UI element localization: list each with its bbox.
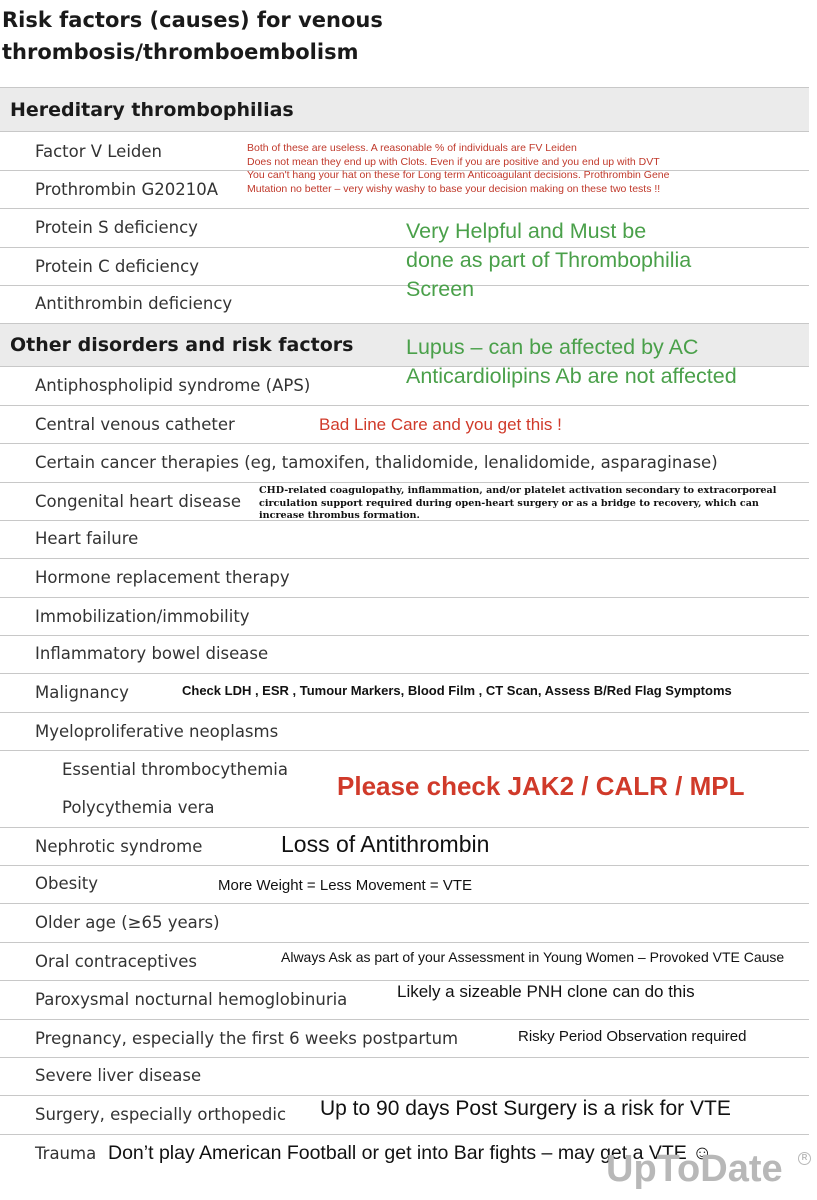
annotation-line: Anticardiolipins Ab are not affected xyxy=(406,364,737,388)
row-label: Protein C deficiency xyxy=(35,257,199,276)
row-label: Obesity xyxy=(35,874,99,893)
row-label: Paroxysmal nocturnal hemoglobinuria xyxy=(35,990,348,1009)
row-label: Myeloproliferative neoplasms xyxy=(35,722,279,741)
annotation-malignancy: Check LDH , ESR , Tumour Markers, Blood Film , CT Scan, Assess B/Red Flag Symptoms xyxy=(182,683,732,698)
row-label: Trauma xyxy=(35,1144,97,1163)
row-label: Hormone replacement therapy xyxy=(35,568,290,587)
table-row xyxy=(0,1058,809,1096)
table-row xyxy=(0,636,809,674)
row-label: Nephrotic syndrome xyxy=(35,837,203,856)
annotation-line: Both of these are useless. A reasonable % of individuals are FV Leiden xyxy=(247,142,577,154)
annotation-jak2: Please check JAK2 / CALR / MPL xyxy=(337,771,745,801)
annotation-fvl xyxy=(247,142,669,196)
section-header-hereditary xyxy=(0,88,809,132)
annotation-helpful xyxy=(406,217,691,304)
table-row xyxy=(0,904,809,943)
row-label: Factor V Leiden xyxy=(35,142,163,161)
row-label: Congenital heart disease xyxy=(35,492,242,511)
annotation-line: Screen xyxy=(406,277,475,301)
row-label: Oral contraceptives xyxy=(35,952,197,971)
annotation-trauma: Don’t play American Football or get into Bar fights – may get a VTE ☺ xyxy=(108,1142,713,1164)
title-line-2: thrombosis/thromboembolism xyxy=(2,40,359,64)
annotation-surgery: Up to 90 days Post Surgery is a risk for VTE xyxy=(320,1097,731,1120)
row-label: Prothrombin G20210A xyxy=(35,180,219,199)
annotation-line: circulation support required during open-heart surgery or as a bridge to recovery, which can xyxy=(259,497,759,509)
row-label: Heart failure xyxy=(35,529,139,548)
annotation-pnh: Likely a sizeable PNH clone can do this xyxy=(397,982,695,1001)
table-row xyxy=(0,713,809,751)
row-label: Antithrombin deficiency xyxy=(35,294,233,313)
row-label: Essential thrombocythemia xyxy=(62,760,288,779)
row-label: Severe liver disease xyxy=(35,1066,202,1085)
annotation-line: You can't hang your hat on these for Long term Anticoagulant decisions. Prothrombin Gene xyxy=(247,169,670,181)
title-line-1: Risk factors (causes) for venous xyxy=(2,8,383,32)
annotation-pregnancy: Risky Period Observation required xyxy=(518,1028,747,1045)
row-label: Immobilization/immobility xyxy=(35,607,250,626)
section-title: Hereditary thrombophilias xyxy=(10,99,294,121)
annotation-line: Mutation no better – very wishy washy to base your decision making on these two tests !! xyxy=(247,182,661,195)
row-label: Older age (≥65 years) xyxy=(35,913,220,932)
row-label: Pregnancy, especially the first 6 weeks postpartum xyxy=(35,1029,459,1048)
registered-icon: R xyxy=(798,1152,811,1165)
row-label: Surgery, especially orthopedic xyxy=(35,1105,287,1124)
table-row xyxy=(0,559,809,598)
annotation-cvc: Bad Line Care and you get this ! xyxy=(319,415,562,434)
annotation-line: Does not mean they end up with Clots. Even if you are positive and you end up with DVT xyxy=(247,155,660,168)
annotation-obesity: More Weight = Less Movement = VTE xyxy=(218,877,472,894)
row-label: Antiphospholipid syndrome (APS) xyxy=(35,376,311,395)
annotation-chd xyxy=(259,485,776,523)
annotation-line: Lupus – can be affected by AC xyxy=(406,335,699,359)
row-label: Protein S deficiency xyxy=(35,218,198,237)
table-row xyxy=(0,598,809,636)
section-title: Other disorders and risk factors xyxy=(10,334,354,356)
annotation-line: done as part of Thrombophilia xyxy=(406,248,692,272)
row-label: Certain cancer therapies (eg, tamoxifen, thalidomide, lenalidomide, asparaginase) xyxy=(35,453,718,472)
row-label: Central venous catheter xyxy=(35,415,235,434)
table-row xyxy=(0,521,809,559)
annotation-line: Very Helpful and Must be xyxy=(406,219,647,243)
row-label: Malignancy xyxy=(35,683,129,702)
annotation-lupus xyxy=(406,333,737,391)
annotation-line: CHD-related coagulopathy, inflammation, and/or platelet activation secondary to extracorporeal xyxy=(259,485,777,496)
annotation-nephrotic: Loss of Antithrombin xyxy=(281,831,490,857)
annotation-line: increase thrombus formation. xyxy=(259,510,420,521)
table-row xyxy=(0,444,809,483)
page-title xyxy=(2,4,782,68)
annotation-ocp: Always Ask as part of your Assessment in Young Women – Provoked VTE Cause xyxy=(281,949,785,965)
row-label: Polycythemia vera xyxy=(62,798,215,817)
uptodate-watermark: UpToDate xyxy=(606,1148,783,1190)
row-label: Inflammatory bowel disease xyxy=(35,644,269,663)
